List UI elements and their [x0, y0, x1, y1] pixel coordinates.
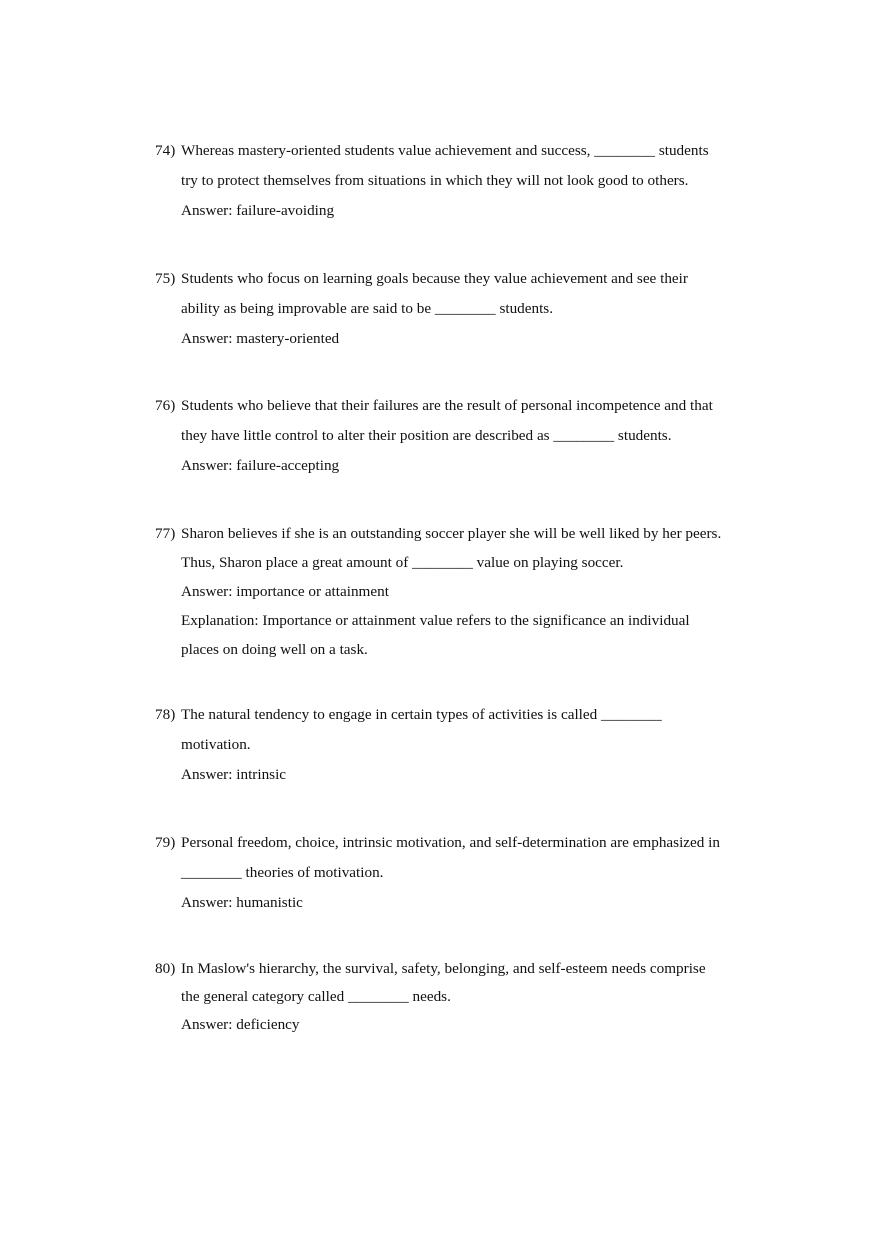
explanation-text: Explanation: Importance or attainment value refers to the significance an individual — [181, 612, 690, 629]
explanation-text-continued: places on doing well on a task. — [181, 641, 368, 658]
answer-text: Answer: humanistic — [181, 894, 303, 911]
answer-text: Answer: mastery-oriented — [181, 330, 340, 347]
question-77 — [155, 524, 755, 669]
question-75 — [155, 269, 755, 359]
question-text: Personal freedom, choice, intrinsic motivation, and self-determination are emphasized in — [181, 834, 720, 851]
question-line — [155, 141, 755, 171]
question-text-continued: Thus, Sharon place a great amount of ________ value on playing soccer. — [181, 554, 624, 571]
question-number: 76) — [155, 397, 176, 414]
question-number: 75) — [155, 270, 176, 287]
question-text-continued: the general category called ________ needs. — [181, 988, 451, 1005]
question-number: 74) — [155, 142, 176, 159]
question-number: 78) — [155, 706, 176, 723]
question-line — [155, 396, 755, 426]
question-number: 79) — [155, 834, 176, 851]
question-number: 77) — [155, 525, 176, 542]
question-74 — [155, 141, 755, 231]
question-text: Whereas mastery-oriented students value achievement and success, ________ students — [181, 142, 709, 159]
question-text: The natural tendency to engage in certain types of activities is called ________ — [181, 706, 662, 723]
question-line — [155, 959, 755, 987]
question-80 — [155, 959, 755, 1043]
question-text-continued: motivation. — [181, 736, 251, 753]
question-78 — [155, 705, 755, 795]
question-number: 80) — [155, 960, 176, 977]
question-line — [155, 269, 755, 299]
answer-text: Answer: importance or attainment — [181, 583, 389, 600]
answer-text: Answer: failure-avoiding — [181, 202, 335, 219]
question-text-continued: ability as being improvable are said to be ________ students. — [181, 300, 554, 317]
question-text: Sharon believes if she is an outstanding soccer player she will be well liked by her peers. — [181, 525, 722, 542]
question-line — [155, 705, 755, 735]
question-line — [155, 524, 755, 553]
question-76 — [155, 396, 755, 486]
question-line — [155, 833, 755, 863]
answer-text: Answer: deficiency — [181, 1016, 300, 1033]
answer-text: Answer: failure-accepting — [181, 457, 340, 474]
question-79 — [155, 833, 755, 923]
answer-text: Answer: intrinsic — [181, 766, 287, 783]
question-text-continued: they have little control to alter their position are described as ________ students. — [181, 427, 672, 444]
question-text: Students who focus on learning goals because they value achievement and see their — [181, 270, 688, 287]
question-text: In Maslow's hierarchy, the survival, safety, belonging, and self-esteem needs comprise — [181, 960, 706, 977]
question-text-continued: try to protect themselves from situations in which they will not look good to others. — [181, 172, 689, 189]
question-text: Students who believe that their failures are the result of personal incompetence and that — [181, 397, 713, 414]
question-text-continued: ________ theories of motivation. — [181, 864, 384, 881]
